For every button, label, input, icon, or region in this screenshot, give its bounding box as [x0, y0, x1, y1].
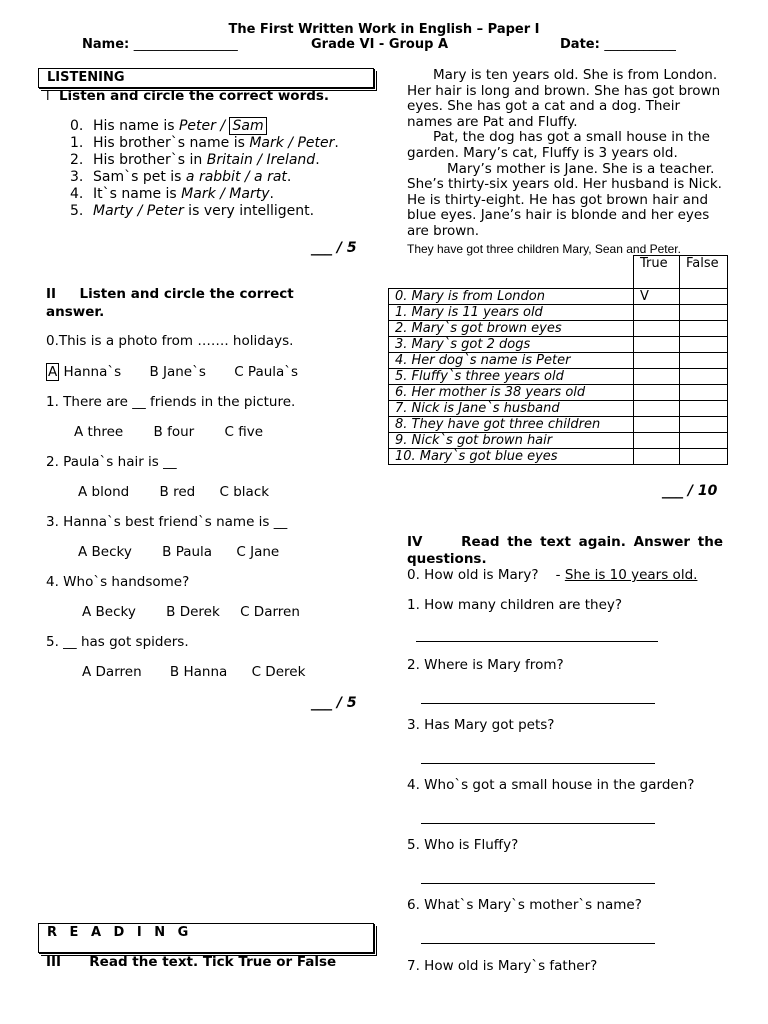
true-cell[interactable]	[634, 305, 680, 321]
part1-list	[70, 118, 353, 220]
part2-question: 3. Hanna`s best friend`s name is __	[46, 514, 288, 530]
false-cell[interactable]	[680, 417, 728, 433]
true-cell[interactable]	[634, 401, 680, 417]
passage-paragraph: They have got three children Mary, Sean and Peter.	[407, 241, 681, 256]
part3-score: ___ / 10	[662, 483, 718, 499]
part2-options: A Becky B Paula C Jane	[78, 544, 280, 560]
passage-paragraph: Mary is ten years old. She is from London. Her hair is long and brown. She has got brown eyes. She has got a cat and a dog. Their names are Pat and Fluffy.	[407, 67, 721, 130]
part4-question: 2. Where is Mary from?	[407, 657, 564, 673]
false-cell[interactable]	[680, 369, 728, 385]
paper-title: The First Written Work in English – Paper I	[228, 22, 540, 37]
part2-options: A blond B red C black	[78, 484, 270, 500]
true-cell[interactable]: V	[634, 289, 680, 305]
part1-score: ___ / 5	[311, 240, 357, 256]
answer-line[interactable]	[416, 640, 658, 642]
part3-heading: III Read the text. Tick True or False	[46, 954, 337, 970]
date-label: Date: ___________	[560, 37, 676, 52]
true-cell[interactable]	[634, 321, 680, 337]
example-answer: She is 10 years old.	[564, 567, 698, 583]
false-header: False	[680, 256, 728, 289]
part4-question: 6. What`s Mary`s mother`s name?	[407, 897, 642, 913]
grade-label: Grade VI - Group A	[311, 37, 449, 52]
part1-item: 4. It`s name is Mark / Marty.	[70, 186, 274, 202]
listening-section-title: LISTENING	[38, 68, 374, 88]
part1-item: 1. His brother`s name is Mark / Peter.	[70, 135, 339, 151]
passage-paragraph: Mary’s mother is Jane. She is a teacher. She’s thirty-six years old. Her husband is Nick. He is thirty-eight. He has got brown hair and blue eyes. Jane’s hair is blonde and her eyes are brown.	[407, 160, 722, 239]
true-false-table	[388, 255, 728, 465]
part2-heading: II Listen and circle the correct answer.	[46, 286, 294, 320]
table-row: 3. Mary`s got 2 dogs	[389, 337, 728, 353]
part2-question: 4. Who`s handsome?	[46, 574, 190, 590]
part2-score: ___ / 5	[311, 695, 357, 711]
name-blank: ________________	[133, 37, 238, 52]
part1-item: 2. His brother`s in Britain / Ireland.	[70, 152, 320, 168]
table-row: 4. Her dog`s name is Peter	[389, 353, 728, 369]
date-blank: ___________	[604, 37, 676, 52]
table-row: 0. Mary is from London V	[389, 289, 728, 305]
answer-line[interactable]	[421, 882, 655, 884]
circled-answer: A	[48, 364, 58, 380]
part1-item: 5. Marty / Peter is very intelligent.	[70, 203, 315, 219]
part1-item: 3. Sam`s pet is a rabbit / a rat.	[70, 169, 292, 185]
reading-passage	[407, 68, 723, 257]
true-cell[interactable]	[634, 353, 680, 369]
false-cell[interactable]	[680, 401, 728, 417]
false-cell[interactable]	[680, 337, 728, 353]
part1-heading: I Listen and circle the correct words.	[46, 88, 330, 104]
part4-heading: IV Read the text again. Answer the questions.	[407, 534, 723, 567]
true-cell[interactable]	[634, 433, 680, 449]
false-cell[interactable]	[680, 385, 728, 401]
reading-section-title: R E A D I N G	[38, 923, 374, 953]
part4-question: 7. How old is Mary`s father?	[407, 958, 598, 974]
part2-question: 5. __ has got spiders.	[46, 634, 189, 650]
part4-question: 5. Who is Fluffy?	[407, 837, 519, 853]
answer-line[interactable]	[421, 822, 655, 824]
answer-line[interactable]	[421, 942, 655, 944]
part2-options: A Hanna`s B Jane`s C Paula`s	[48, 364, 299, 380]
true-cell[interactable]	[634, 385, 680, 401]
part2-options: A three B four C five	[74, 424, 264, 440]
circled-answer: Sam	[229, 117, 266, 135]
table-row: 7. Nick is Jane`s husband	[389, 401, 728, 417]
table-header-row	[389, 256, 728, 289]
false-cell[interactable]	[680, 289, 728, 305]
true-cell[interactable]	[634, 449, 680, 465]
part4-example: 0. How old is Mary? - She is 10 years old.	[407, 567, 698, 583]
true-header: True	[634, 256, 680, 289]
part2-question: 2. Paula`s hair is __	[46, 454, 177, 470]
true-cell[interactable]	[634, 369, 680, 385]
passage-paragraph: Pat, the dog has got a small house in the garden. Mary’s cat, Fluffy is 3 years old.	[407, 129, 710, 161]
part4-question: 3. Has Mary got pets?	[407, 717, 555, 733]
table-row: 1. Mary is 11 years old	[389, 305, 728, 321]
false-cell[interactable]	[680, 433, 728, 449]
false-cell[interactable]	[680, 305, 728, 321]
part1-item: 0. His name is Peter / Sam	[70, 118, 353, 135]
false-cell[interactable]	[680, 321, 728, 337]
part2-options: A Becky B Derek C Darren	[82, 604, 300, 620]
false-cell[interactable]	[680, 353, 728, 369]
table-row: 5. Fluffy`s three years old	[389, 369, 728, 385]
true-cell[interactable]	[634, 417, 680, 433]
part2-options: A Darren B Hanna C Derek	[82, 664, 306, 680]
part4-question: 4. Who`s got a small house in the garden?	[407, 777, 695, 793]
part2-question: 0.This is a photo from ……. holidays.	[46, 333, 294, 349]
table-row: 10. Mary`s got blue eyes	[389, 449, 728, 465]
name-label: Name: ________________	[82, 37, 238, 52]
table-row: 9. Nick`s got brown hair	[389, 433, 728, 449]
answer-line[interactable]	[421, 702, 655, 704]
table-row: 8. They have got three children	[389, 417, 728, 433]
false-cell[interactable]	[680, 449, 728, 465]
table-row: 6. Her mother is 38 years old	[389, 385, 728, 401]
part4-question: 1. How many children are they?	[407, 597, 623, 613]
part2-question: 1. There are __ friends in the picture.	[46, 394, 296, 410]
table-row: 2. Mary`s got brown eyes	[389, 321, 728, 337]
answer-line[interactable]	[421, 762, 655, 764]
true-cell[interactable]	[634, 337, 680, 353]
